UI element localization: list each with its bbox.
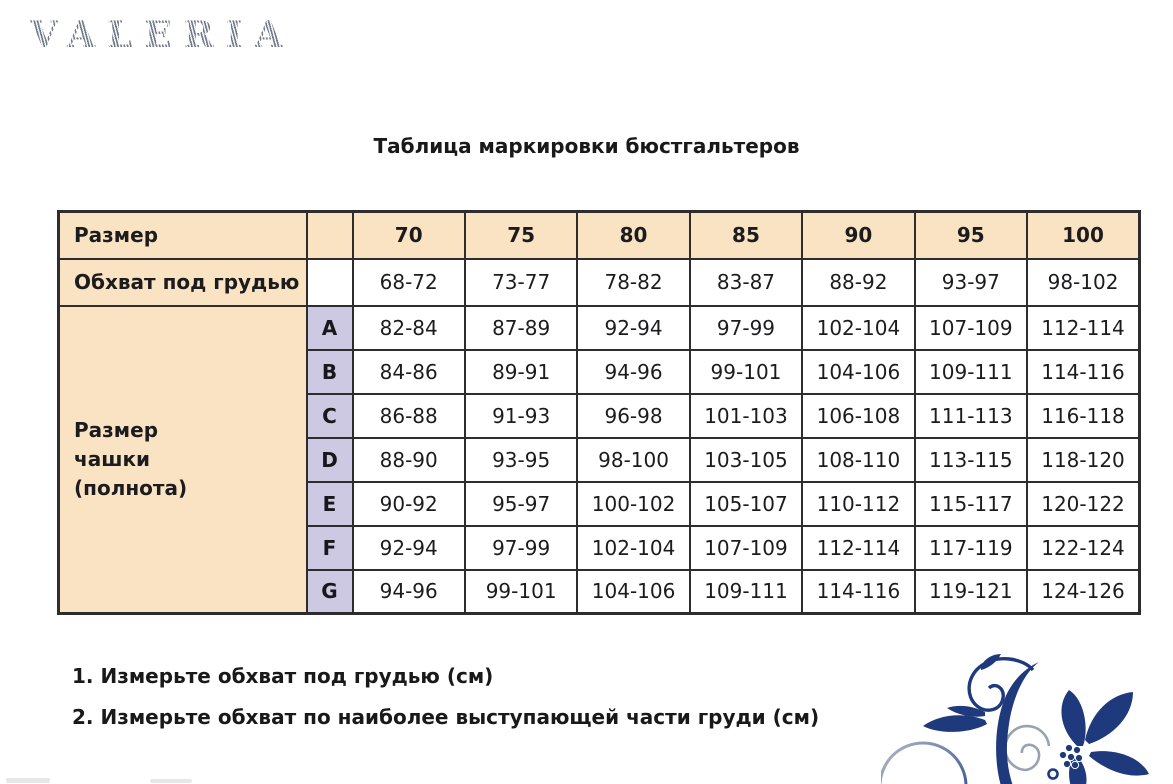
size-header-cell: 100 — [1027, 212, 1139, 259]
cup-value-cell: 108-110 — [802, 438, 914, 482]
cup-value-cell: 90-92 — [353, 482, 465, 526]
cup-value-cell: 97-99 — [465, 526, 577, 570]
cup-value-cell: 111-113 — [915, 394, 1027, 438]
floral-flourish-icon — [881, 650, 1169, 784]
cup-value-cell: 117-119 — [915, 526, 1027, 570]
cup-value-cell: 112-114 — [802, 526, 914, 570]
instruction-step-2: 2. Измерьте обхват по наиболее выступающей части груди (см) — [72, 705, 820, 729]
cup-group-label: Размер чашки (полнота) — [59, 306, 307, 614]
cup-value-cell: 93-95 — [465, 438, 577, 482]
table-row-cup-A — [59, 306, 1140, 350]
cutoff-text-artifact — [6, 778, 50, 783]
cup-value-cell: 107-109 — [690, 526, 802, 570]
size-header-cell: 90 — [802, 212, 914, 259]
cup-value-cell: 99-101 — [690, 350, 802, 394]
cup-value-cell: 105-107 — [690, 482, 802, 526]
cup-value-cell: 96-98 — [577, 394, 689, 438]
table-row-sizes — [59, 212, 1140, 259]
size-header-cell: 80 — [577, 212, 689, 259]
underbust-row-label: Обхват под грудью — [59, 259, 307, 306]
cup-letter-cell: B — [307, 350, 353, 394]
cup-value-cell: 94-96 — [353, 570, 465, 614]
instruction-step-1: 1. Измерьте обхват под грудью (см) — [72, 664, 494, 688]
empty-cell — [307, 212, 353, 259]
cup-value-cell: 95-97 — [465, 482, 577, 526]
cup-value-cell: 110-112 — [802, 482, 914, 526]
cup-value-cell: 115-117 — [915, 482, 1027, 526]
brand-logo: VALERIA — [30, 14, 295, 56]
cup-value-cell: 89-91 — [465, 350, 577, 394]
underbust-value-cell: 98-102 — [1027, 259, 1139, 306]
cup-value-cell: 103-105 — [690, 438, 802, 482]
cup-value-cell: 109-111 — [915, 350, 1027, 394]
cup-value-cell: 82-84 — [353, 306, 465, 350]
empty-cell — [307, 259, 353, 306]
cup-value-cell: 101-103 — [690, 394, 802, 438]
cup-letter-cell: D — [307, 438, 353, 482]
underbust-value-cell: 93-97 — [915, 259, 1027, 306]
cup-letter-cell: C — [307, 394, 353, 438]
cup-value-cell: 114-116 — [802, 570, 914, 614]
cup-value-cell: 98-100 — [577, 438, 689, 482]
cup-value-cell: 112-114 — [1027, 306, 1139, 350]
size-row-label: Размер — [59, 212, 307, 259]
cup-value-cell: 104-106 — [802, 350, 914, 394]
cup-value-cell: 113-115 — [915, 438, 1027, 482]
page-title: Таблица маркировки бюстгальтеров — [373, 134, 800, 158]
bra-size-table — [57, 210, 1141, 615]
cup-value-cell: 97-99 — [690, 306, 802, 350]
underbust-value-cell: 78-82 — [577, 259, 689, 306]
cup-value-cell: 88-90 — [353, 438, 465, 482]
cup-value-cell: 107-109 — [915, 306, 1027, 350]
cup-value-cell: 99-101 — [465, 570, 577, 614]
cup-letter-cell: E — [307, 482, 353, 526]
cutoff-text-artifact — [150, 779, 192, 783]
cup-value-cell: 84-86 — [353, 350, 465, 394]
cup-value-cell: 92-94 — [577, 306, 689, 350]
cup-value-cell: 122-124 — [1027, 526, 1139, 570]
cup-value-cell: 92-94 — [353, 526, 465, 570]
cup-letter-cell: G — [307, 570, 353, 614]
cup-letter-cell: F — [307, 526, 353, 570]
size-header-cell: 75 — [465, 212, 577, 259]
underbust-value-cell: 73-77 — [465, 259, 577, 306]
cup-value-cell: 118-120 — [1027, 438, 1139, 482]
cup-value-cell: 86-88 — [353, 394, 465, 438]
cup-value-cell: 100-102 — [577, 482, 689, 526]
cup-value-cell: 102-104 — [577, 526, 689, 570]
instructions-list — [72, 664, 819, 746]
cup-value-cell: 91-93 — [465, 394, 577, 438]
cup-value-cell: 119-121 — [915, 570, 1027, 614]
table-row-underbust — [59, 259, 1140, 306]
cup-value-cell: 120-122 — [1027, 482, 1139, 526]
underbust-value-cell: 88-92 — [802, 259, 914, 306]
cup-value-cell: 106-108 — [802, 394, 914, 438]
size-header-cell: 85 — [690, 212, 802, 259]
cup-value-cell: 87-89 — [465, 306, 577, 350]
cup-value-cell: 104-106 — [577, 570, 689, 614]
cup-value-cell: 102-104 — [802, 306, 914, 350]
size-header-cell: 70 — [353, 212, 465, 259]
cup-value-cell: 116-118 — [1027, 394, 1139, 438]
cup-value-cell: 124-126 — [1027, 570, 1139, 614]
cup-value-cell: 109-111 — [690, 570, 802, 614]
cup-letter-cell: A — [307, 306, 353, 350]
cup-value-cell: 114-116 — [1027, 350, 1139, 394]
underbust-value-cell: 83-87 — [690, 259, 802, 306]
cup-value-cell: 94-96 — [577, 350, 689, 394]
size-header-cell: 95 — [915, 212, 1027, 259]
underbust-value-cell: 68-72 — [353, 259, 465, 306]
